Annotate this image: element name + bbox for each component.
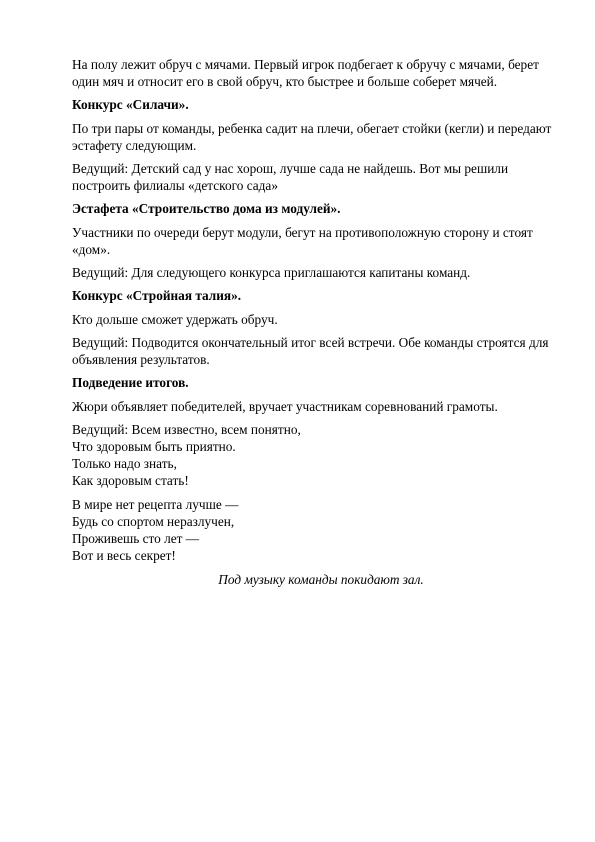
paragraph-silachi-rules: По три пары от команды, ребенка садит на плечи, обегает стойки (кегли) и передают эстафету следующим. [72, 121, 552, 153]
verse-line: Будь со спортом неразлучен, [72, 514, 235, 529]
verse-line: Проживешь сто лет — [72, 531, 200, 546]
verse-line: Ведущий: Всем известно, всем понятно, [72, 422, 301, 437]
document-page [72, 56, 552, 588]
verse-line: Что здоровым быть приятно. [72, 439, 236, 454]
closing-remark: Под музыку команды покидают зал. [218, 572, 424, 587]
heading-itogi: Подведение итогов. [72, 375, 189, 390]
verse-line: Только надо знать, [72, 456, 177, 471]
paragraph-host-kindergarten: Ведущий: Детский сад у нас хорош, лучше сада не найдешь. Вот мы решили построить филиалы «детского сада» [72, 161, 509, 193]
verse-sport [72, 496, 552, 564]
heading-silachi: Конкурс «Силачи». [72, 97, 189, 112]
paragraph-host-results: Ведущий: Подводится окончательный итог всей встречи. Обе команды строятся для объявления результатов. [72, 335, 549, 367]
verse-line: В мире нет рецепта лучше — [72, 497, 239, 512]
heading-taliya: Конкурс «Стройная талия». [72, 288, 242, 303]
paragraph-taliya-rules: Кто дольше сможет удержать обруч. [72, 312, 278, 327]
paragraph-host-captains: Ведущий: Для следующего конкурса приглашаются капитаны команд. [72, 265, 471, 280]
paragraph-hoop-balls: На полу лежит обруч с мячами. Первый игрок подбегает к обручу с мячами, берет один мяч и относит его в свой обруч, кто быстрее и больше соберет мячей. [72, 57, 539, 89]
verse-line: Как здоровым стать! [72, 473, 189, 488]
paragraph-estafeta-rules: Участники по очереди берут модули, бегут на противоположную сторону и стоят «дом». [72, 225, 533, 257]
heading-estafeta: Эстафета «Строительство дома из модулей». [72, 201, 341, 216]
verse-health [72, 421, 552, 489]
verse-line: Вот и весь секрет! [72, 548, 176, 563]
paragraph-jury: Жюри объявляет победителей, вручает участникам соревнований грамоты. [72, 399, 498, 414]
